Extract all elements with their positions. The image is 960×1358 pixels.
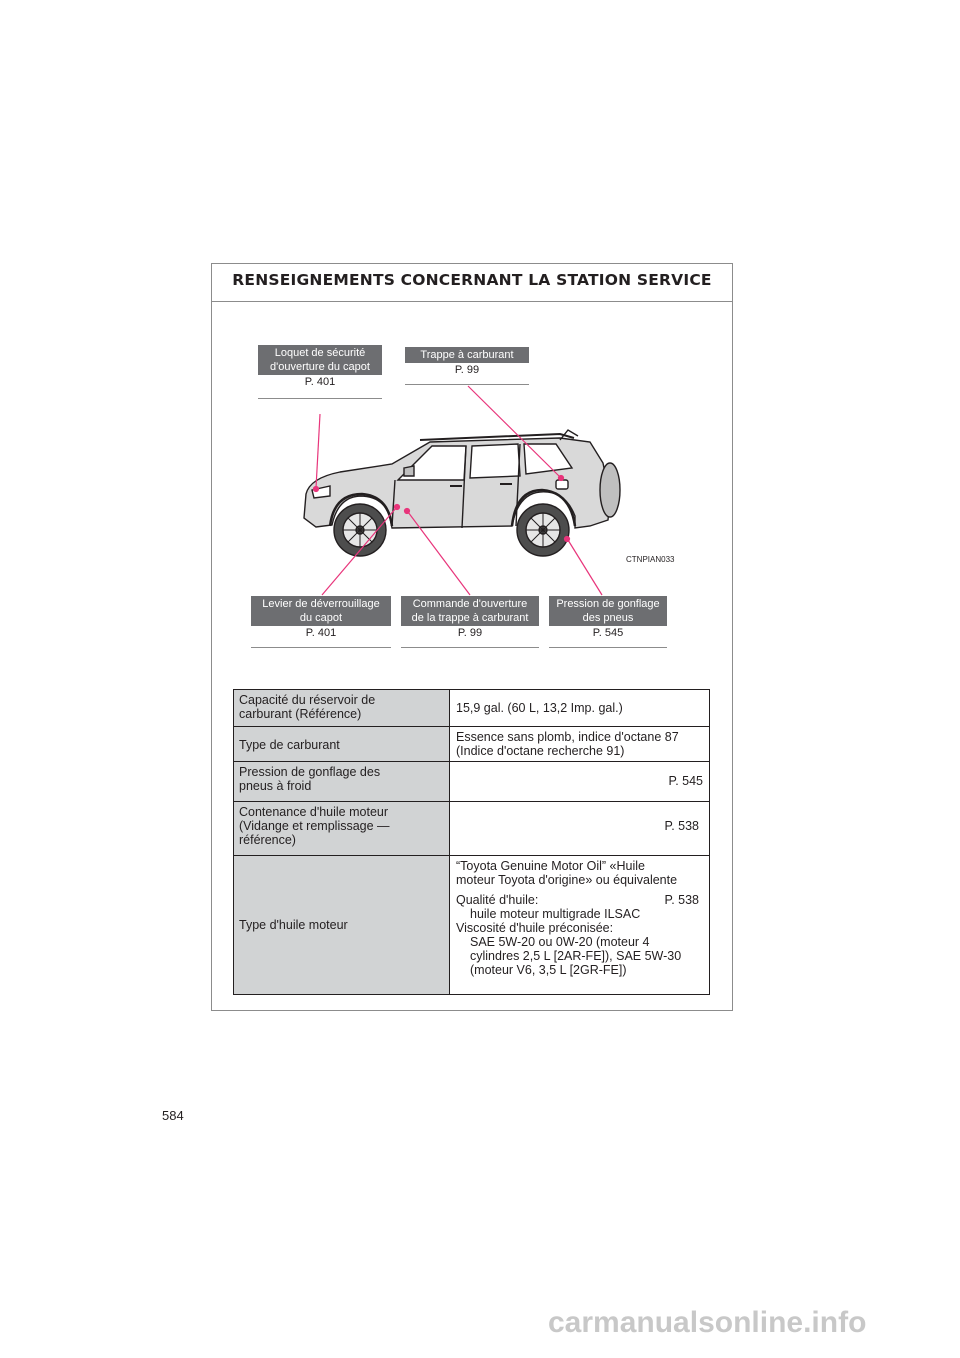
row-value: Essence sans plomb, indice d'octane 87 (Indice d'octane recherche 91) — [450, 727, 710, 762]
row-key: Type de carburant — [234, 727, 450, 762]
callout-page-ref: P. 99 — [457, 627, 483, 639]
table-row — [234, 727, 710, 762]
service-spec-table — [233, 689, 710, 995]
callout-page-ref: P. 545 — [592, 627, 624, 639]
callout-fuel-opener — [401, 596, 539, 640]
callout-page-ref: P. 99 — [454, 364, 480, 376]
callout-hood-lever — [251, 596, 391, 640]
callout-rule — [405, 384, 529, 385]
page-number: 584 — [162, 1108, 184, 1123]
footer-watermark: carmanualsonline.info — [548, 1306, 867, 1339]
table-row — [234, 856, 710, 995]
row-value: P. 538 — [450, 802, 710, 856]
table-row — [234, 802, 710, 856]
callout-label: Trappe à carburant — [405, 347, 529, 363]
callout-page-ref: P. 401 — [305, 627, 337, 639]
callout-rule — [401, 647, 539, 648]
callout-label: Commande d'ouverture de la trappe à carburant — [401, 596, 539, 626]
row-value: 15,9 gal. (60 L, 13,2 Imp. gal.) — [450, 690, 710, 727]
row-key: Type d'huile moteur — [234, 856, 450, 995]
row-key: Capacité du réservoir de carburant (Référence) — [234, 690, 450, 727]
row-value: P. 545 — [450, 762, 710, 802]
callout-hood-latch — [258, 345, 382, 389]
rear-wheel — [517, 504, 569, 556]
callout-fuel-door — [405, 347, 529, 377]
row-key: Pression de gonflage des pneus à froid — [234, 762, 450, 802]
front-wheel — [334, 504, 386, 556]
callout-label: Levier de déverrouillage du capot — [251, 596, 391, 626]
callout-page-ref: P. 401 — [304, 376, 336, 388]
callout-rule — [258, 398, 382, 399]
callout-rule — [549, 647, 667, 648]
callout-rule — [251, 647, 391, 648]
table-row — [234, 690, 710, 727]
row-value: “Toyota Genuine Motor Oil” «Huile moteur Toyota d'origine» ou équivalente Qualité d'huile: P. 538 huile moteur multigrade ILSAC Viscosité d'huile préconisée: SAE 5W-20 ou 0W-20 (moteur 4 cylindres 2,5 L [2AR-FE]), SAE 5W-30 (moteur V6, 3,5 L [2GR-FE]) — [450, 856, 710, 995]
callout-label: Loquet de sécurité d'ouverture du capot — [258, 345, 382, 375]
row-key: Contenance d'huile moteur (Vidange et remplissage — référence) — [234, 802, 450, 856]
callout-tire-pressure — [549, 596, 667, 640]
table-row — [234, 762, 710, 802]
callout-label: Pression de gonflage des pneus — [549, 596, 667, 626]
section-title: RENSEIGNEMENTS CONCERNANT LA STATION SERVICE — [232, 271, 712, 289]
image-code: CTNPIAN033 — [626, 555, 675, 564]
